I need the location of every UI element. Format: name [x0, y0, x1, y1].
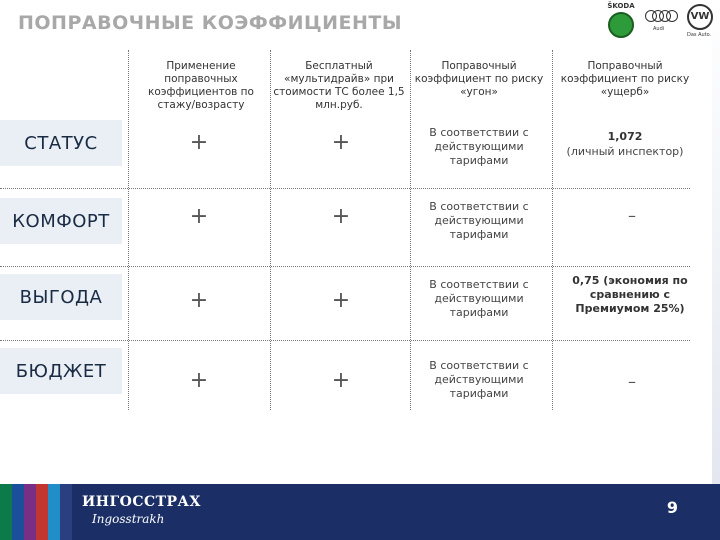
plus-sign: + — [331, 288, 351, 313]
page-title: ПОПРАВОЧНЫЕ КОЭФФИЦИЕНТЫ — [18, 12, 403, 34]
theft-cell: В соответствии с действующими тарифами — [429, 126, 529, 167]
skoda-emblem-icon — [608, 12, 634, 38]
plus-sign: + — [189, 204, 209, 229]
row-label-benefit: ВЫГОДА — [0, 274, 122, 320]
audi-ring-icon — [666, 10, 678, 22]
theft-cell: В соответствии с действующими тарифами — [429, 359, 529, 400]
column-header-multidrive: Бесплатный «мультидрайв» при стоимости ТС более 1,5 млн.руб. — [273, 60, 405, 111]
skoda-logo-text: ŠKODA — [607, 2, 635, 10]
ingosstrakh-logo: ИНГОССТРАХ — [82, 494, 201, 510]
right-accent-bar — [712, 0, 720, 540]
plus-sign: + — [331, 368, 351, 393]
row-label-budget: БЮДЖЕТ — [0, 348, 122, 394]
page-number: 9 — [666, 498, 678, 517]
row-divider — [0, 340, 690, 341]
grid-divider — [410, 50, 411, 410]
theft-cell: В соответствии с действующими тарифами — [429, 200, 529, 241]
grid-divider — [270, 50, 271, 410]
damage-coef: 1,072 — [607, 130, 643, 143]
column-header-theft: Поправочный коэффициент по риску «угон» — [414, 60, 544, 98]
brand-logos — [601, 2, 716, 44]
row-label-status: СТАТУС — [0, 120, 122, 166]
row-divider — [0, 266, 690, 267]
skoda-logo — [601, 2, 641, 38]
row-divider — [0, 188, 690, 189]
grid-divider — [128, 50, 129, 410]
theft-cell: В соответствии с действующими тарифами — [429, 278, 529, 319]
footer-bar — [0, 484, 720, 540]
column-header-damage: Поправочный коэффициент по риску «ущерб» — [560, 60, 690, 98]
damage-note: (личный инспектор) — [566, 145, 684, 158]
plus-sign: + — [189, 130, 209, 155]
damage-dash: – — [628, 206, 636, 225]
footer-color-strip — [0, 484, 72, 540]
plus-sign: + — [189, 288, 209, 313]
row-label-comfort: КОМФОРТ — [0, 198, 122, 244]
vw-logo: VW — [687, 4, 713, 30]
plus-sign: + — [331, 130, 351, 155]
vw-slogan: Das Auto. — [687, 32, 712, 38]
ingosstrakh-script: Ingosstrakh — [92, 512, 165, 526]
audi-logo — [645, 10, 679, 32]
plus-sign: + — [189, 368, 209, 393]
damage-dash: – — [628, 372, 636, 391]
plus-sign: + — [331, 204, 351, 229]
audi-logo-text: Audi — [653, 26, 665, 32]
column-header-age: Применение поправочных коэффициентов по стажу/возрасту — [148, 60, 254, 111]
grid-divider — [552, 50, 553, 410]
damage-coef: 0,75 (экономия по сравнению с Премиумом 25%) — [572, 274, 688, 315]
